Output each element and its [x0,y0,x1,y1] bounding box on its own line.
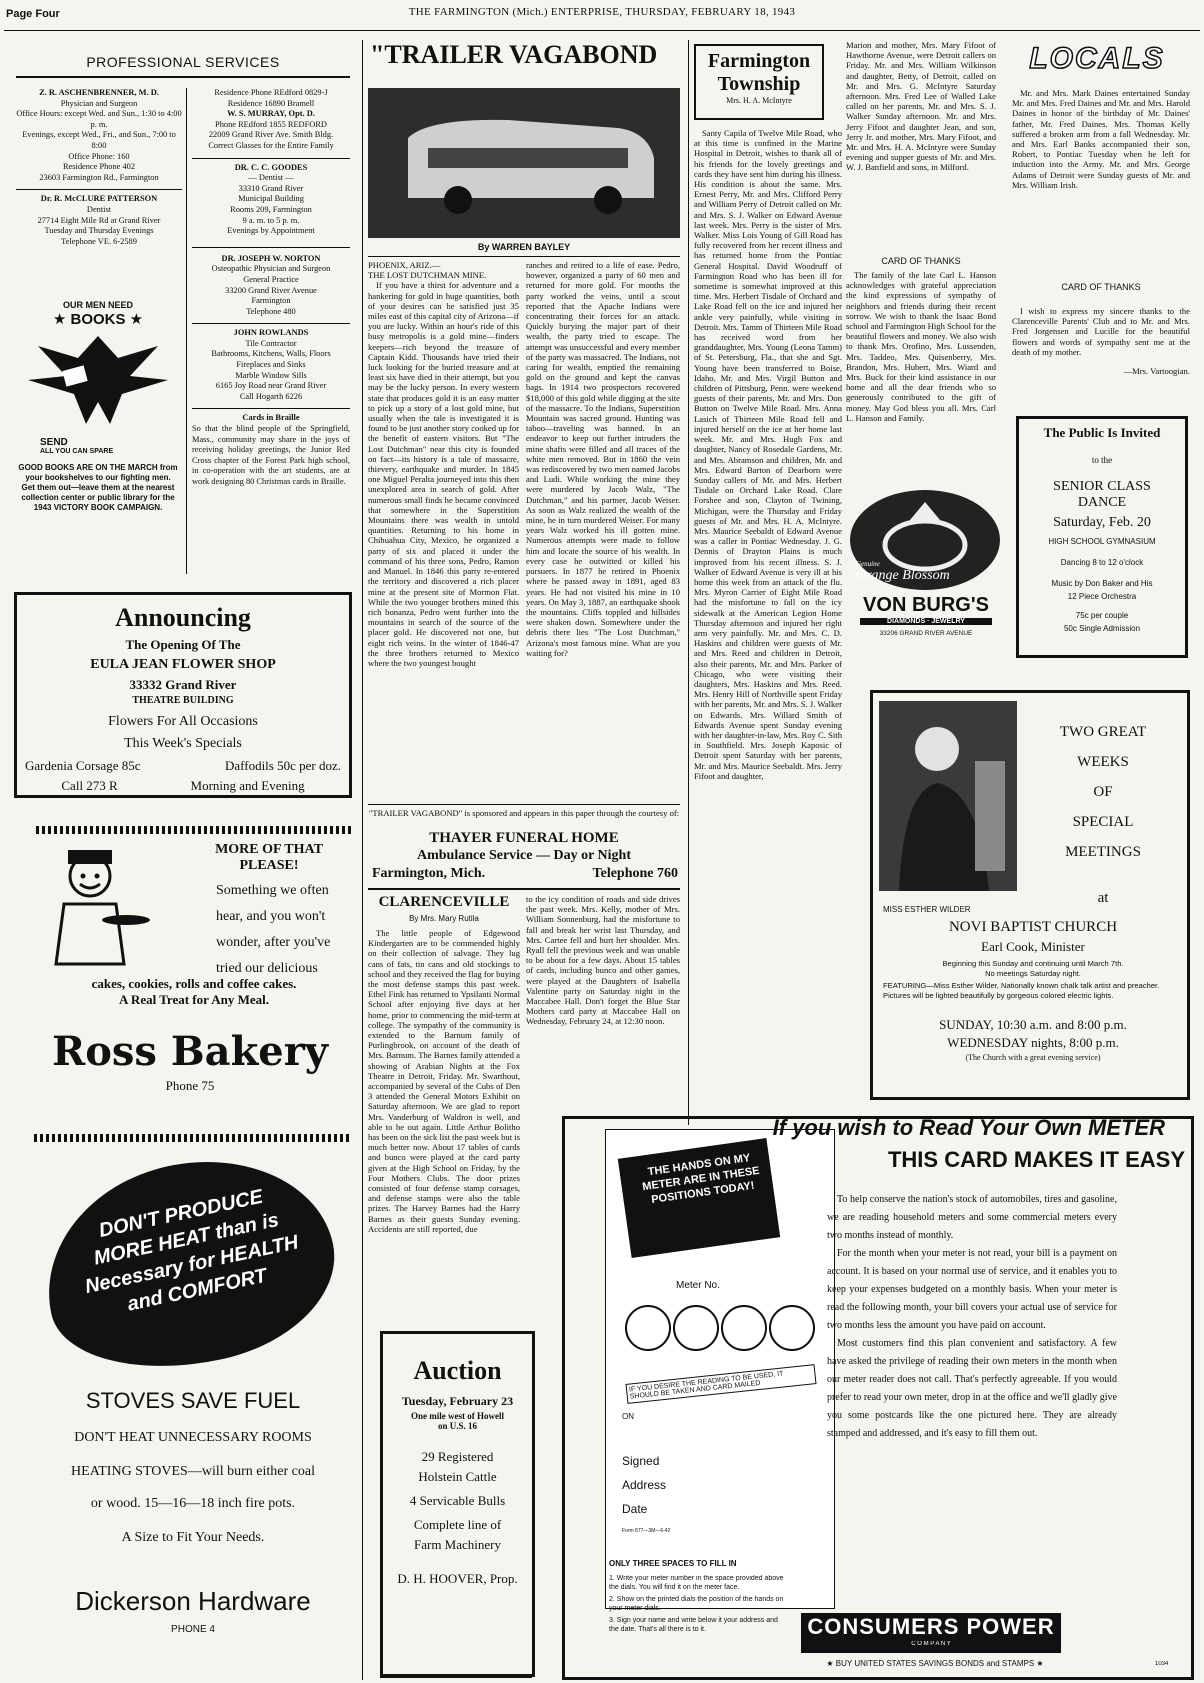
vonburgs-ad [846,490,1006,650]
hardware-name: Dickerson Hardware [75,1586,311,1616]
flower-special: Daffodils 50c per doz. [224,758,341,773]
trailer-subhead: THE LOST DUTCHMAN MINE. [368,270,487,281]
listing-line: 6165 Joy Road near Grand River [215,381,327,391]
meter-desire-note: IF YOU DESIRE THE READING TO BE USED, IT SHOULD BE TAKEN AND CARD MAILED [625,1364,816,1404]
listing-line: Dr. R. McCLURE PATTERSON [40,194,158,204]
funeral-home-contact [372,866,678,882]
dance-line: to the [1091,455,1113,465]
church-line: at [1097,890,1109,906]
listing-line: Marble Window Sills [235,370,307,380]
flower-shop-ad [14,592,352,798]
ad-code: 1034 [1155,1661,1169,1667]
dance-line: SENIOR CLASS [1053,479,1151,494]
listing-line: Residence Phone REdford 0829-J [214,88,328,97]
divider [16,189,182,190]
funeral-home-service: Ambulance Service — Day or Night [417,848,631,863]
trailer-dateline: PHOENIX, ARIZ.— [368,260,441,270]
township-byline: Mrs. H. A. McIntyre [726,96,792,105]
auction-date: Tuesday, February 23 [401,1394,514,1408]
church-line: SPECIAL [1072,814,1134,830]
trailer-photo [368,88,680,238]
listing-line: 23603 Farmington Rd., Farmington [39,172,159,182]
listing-line: Physician and Surgeon [60,98,138,108]
locals-column [1012,88,1190,264]
meter-instructions-title: ONLY THREE SPACES TO FILL IN [609,1559,737,1568]
meter-headline: If you wish to Read Your Own METER [772,1116,1165,1140]
church-line: WEEKS [1077,754,1129,770]
church-caption: MISS ESTHER WILDER [883,905,971,914]
listing-line: 9 a. m. to 5 p. m. [242,215,300,225]
books-send: SEND [40,437,68,448]
listing-line: JOHN ROWLANDS [233,328,309,338]
listing-line: Call Hogarth 6226 [239,391,303,401]
auction-item: 4 Servicable Bulls [409,1493,506,1508]
column-divider [688,40,689,1125]
auction-title: Auction [413,1356,502,1385]
vonburgs-script: Orange Blossom [856,568,950,583]
flower-line: 33332 Grand River [129,677,237,692]
dance-music: Music by Don Baker and His [1051,579,1153,588]
trailer-story: ranches and retired to a life of ease. Pedro, however, organized a party of 60 men and returned for more gold. For months the party worked the veins, until a scout reported that the Apache Indians were concentrating their forces for an attack. Quickly burying the major part of their wealth, the party tried to escape. The attempt was unsuccessful and every member of the party was massacred. The Indians, not caring for wealth, emptied the remaining gold on the ground and kept the canvas bags. In 1914 two prospectors recovered $18,000 of this gold while digging at the site of the massacre. To the Indians, Superstition Mountain was sacred ground. Hunting was taboo—traveling was banned. In an endeavor to keep out further intruders the mine shafts were filled and all traces of the white men removed. But in 1860 the vein was rediscovered by two men named Jacobs and Ludi. While working the mine they were murdered by Jacob Walz, "The Dutchman," and his partner, Jacob Weiser. As soon as Walz realized the wealth of the mine, he in turn murdered Weiser. For many years Walz worked his ill gotten mine. Numerous attempts were made to follow him and locate the source of his wealth. In every case he outwitted or killed his pursuers. In 1877 he retired in Phoenix where he passed away in 1891, aged 83 years. He had not visited his mine in 10 years. On May 3, 1887, an earthquake shook the mountains. Cliffs toppled and hillsides were shaken down. Somewhere under the debris there lies "The Lost Dutchman," Arizona's most famous mine. What are you waiting for? [526,260,680,658]
listing-line: Evenings, except Wed., Fri., and Sun., 7:00 to 8:00 [22,130,176,150]
divider [192,158,350,159]
hardware-line: or wood. 15—16—18 inch fire pots. [90,1496,296,1511]
church-feature: FEATURING—Miss Esther Wilder, Nationally known chalk talk artist and preacher. Pictures will be lighted beautifully by gorgeous colored electric lights. [883,981,1160,1000]
divider [192,408,350,409]
divider [192,323,350,324]
trailer-column-1 [368,260,519,798]
auction-box [380,1331,535,1677]
hardware-line: DON'T HEAT UNNECESSARY ROOMS [74,1430,312,1445]
hardware-line: A Size to Fit Your Needs. [121,1530,265,1545]
bakery-slogan: MORE OF THAT PLEASE! [215,842,323,873]
township-masthead [694,44,824,120]
consumers-power-company: C O M P A N Y [911,1641,951,1647]
church-minister: Earl Cook, Minister [981,939,1085,954]
eagle-icon [18,328,178,432]
dance-price: 75c per couple [1075,611,1129,620]
divider [368,804,680,805]
flower-title: Announcing [115,603,251,632]
card-of-thanks-hanson [846,270,996,482]
dance-line: The Public Is Invited [1043,425,1161,440]
listing-line: Phone REdford 1855 REDFORD [215,119,327,129]
flower-call [25,778,341,794]
baker-icon [40,846,150,966]
hardware-line: STOVES SAVE FUEL [85,1388,301,1413]
masthead: THE FARMINGTON (Mich.) ENTERPRISE, THURSDAY, FEBRUARY 18, 1943 [408,6,796,18]
dance-music: 12 Piece Orchestra [1067,592,1137,601]
church-schedule: No meetings Saturday night. [985,969,1081,978]
listing-line: Municipal Building [238,194,304,204]
church-name: NOVI BAPTIST CHURCH [948,919,1118,935]
listing-line: Cards in Braille [242,413,300,423]
divider [192,247,350,248]
meter-headline: THIS CARD MAKES IT EASY [887,1147,1185,1172]
meter-instructions [609,1575,789,1635]
listing-line: Telephone VE. 6-2589 [61,236,137,246]
listing-line: DR. JOSEPH W. NORTON [221,253,321,263]
auction-item: Holstein Cattle [418,1469,497,1484]
flower-line: Flowers For All Occasions [108,714,258,729]
clarenceville-byline: By Mrs. Mary Rutila [409,914,479,923]
dance-price: 50c Single Admission [1063,624,1141,633]
listing-line: Rooms 209, Farmington [230,204,312,214]
locals-masthead [1014,42,1180,86]
heat-banner-text: DON'T PRODUCE MORE HEAT than is Necessary for HEALTH and COMFORT [83,1185,301,1316]
listing-line: Dentist [86,204,112,214]
flower-call-number: Call 273 R [61,778,118,793]
dance-ad [1016,416,1188,658]
listing-line: 33310 Grand River [238,183,304,193]
professional-title: PROFESSIONAL SERVICES [16,54,350,78]
page-header [0,4,1204,30]
dance-line: DANCE [1077,495,1127,510]
dance-date: Saturday, Feb. 20 [1053,515,1151,530]
listing-line: DR. C. C. GOODES [234,162,308,172]
card-of-thanks-title: CARD OF THANKS [1061,282,1141,292]
vonburgs-sub: DIAMONDS · JEWELRY [860,618,992,625]
bakery-ad [36,826,352,1038]
bakery-items: cakes, cookies, rolls and coffee cakes. [91,976,297,991]
funeral-home-city: Farmington, Mich. [372,866,486,881]
meter-address-label: Address [622,1478,667,1492]
professional-right [192,88,350,488]
meter-dials-icon [620,1298,820,1358]
flower-specials [25,758,341,774]
funeral-home-name: THAYER FUNERAL HOME [429,830,619,846]
clarenceville-column-2 [526,894,680,1124]
books-title: ★ BOOKS ★ [52,311,144,328]
war-bonds-line: ★ BUY UNITED STATES SAVINGS BONDS and STAMPS ★ [826,1659,1044,1668]
listing-line: Tuesday and Thursday Evenings [44,226,154,236]
meter-card [605,1129,835,1609]
books-ad [18,300,178,568]
flower-line: THEATRE BUILDING [132,695,234,706]
meter-form-code: Form 877—3M—6-42 [622,1528,671,1534]
books-headline: OUR MEN NEED [62,300,133,310]
locals-story: Mr. and Mrs. Mark Daines entertained Sunday Mr. and Mrs. Fred Daines and Mr. and Mrs. Harold Daines in honor of the birthday of Mr. Daines' father, Mr. Fred Daines. Mrs. Thomas Kelly suffered a broken arm from a fall Wednesday. Mr. and Mrs. Earl Banks accompanied their son, Robert, to Pontiac Tuesday when he left for induction into the Army. Mr. and Mrs. George Adams of Detroit were Sunday guests of Mr. and Mrs. William Irish. [1012,88,1190,190]
trailer-sponsor: "TRAILER VAGABOND" is sponsored and appears in this paper through the courtesy of: [368,808,680,818]
listing-line: 22009 Grand River Ave. Smith Bldg. [208,130,334,140]
meter-step: 2. Show on the printed dials the position of the hands on your meter dials. [609,1596,784,1612]
meter-paragraph: For the month when your meter is not read, your bill is a payment on account. It is based on your normal use of service, and it enables you to keep your expenses budgeted on a monthly basis. When your meter is read the following month, your bill covers your actual use of service for two months less the amount you have paid on account. [827,1248,1117,1331]
trailer-title: "TRAILER VAGABOND [370,40,658,69]
township-column-2 [846,40,996,250]
township-story: Marion and mother, Mrs. Mary Fifoot of Hawthorne Avenue, were Detroit callers on Friday. Mr. and Mrs. William Wilkinson and daughter, Betty, of Detroit, called on Mr. and Mrs. G. McIntyre Saturday afternoon. Mrs. Fred Lee of Walled Lake called on her parents, Mr. and Mrs. S. J. Walker Sunday afternoon. Mr. and Mrs. Jerry Fifoot and daughter Jean, and son, Jerry Jr. and mother, Mrs. Mary Fifoot, and Mr. and Mrs. H. A. McIntyre were Sunday evening and supper guests of Mr. and Mrs. W. J. Banfield and sons, in Milford. [846,40,996,173]
dance-venue: HIGH SCHOOL GYMNASIUM [1048,537,1156,546]
meter-ad [562,1116,1194,1680]
card-of-thanks-signature: —Mrs. Vartoogian. [1123,366,1190,376]
listing-line: General Practice [243,274,299,284]
locals-title: LOCALS [1029,42,1165,75]
flower-line: The Opening Of The [125,637,241,652]
spacer [378,1216,379,1217]
professional-left [16,88,182,247]
listing-line: Evenings by Appointment [227,226,315,236]
church-note: (The Church with a great evening service) [965,1053,1101,1062]
bakery-treat: A Real Treat for Any Meal. [119,992,269,1007]
books-body: GOOD BOOKS ARE ON THE MARCH from your bookshelves to our fighting men. Get them out—leave them at the nearest collection center or public library for the 1943 VICTORY BOOK CAMPAIGN. [18,463,178,512]
flower-special: Gardenia Corsage 85c [25,758,141,773]
listing-line: 27714 Eight Mile Rd at Grand River [37,215,161,225]
church-schedule: Beginning this Sunday and continuing until March 7th. [942,959,1124,968]
esther-wilder-photo [879,701,1017,891]
auction-location: One mile west of Howell [411,1411,504,1421]
flower-shop-name: EULA JEAN FLOWER SHOP [90,657,276,672]
page-number: Page Four [6,8,60,20]
listing-line: — Dentist — [248,173,294,183]
flower-hours: Morning and Evening [190,778,305,793]
meter-on-label: ON [622,1412,634,1421]
listing-line: Z. R. ASCHENBRENNER, M. D. [39,88,159,97]
trailer-byline: By WARREN BAYLEY [477,242,571,252]
divider [368,256,680,257]
zigzag-border [36,826,352,834]
church-wednesday: WEDNESDAY nights, 8:00 p.m. [947,1035,1119,1050]
card-of-thanks-body: I wish to express my sincere thanks to the Clarenceville Parents' Club and to Mr. and Mrs. Fred Jorgensen and Lucille for the beautiful flowers and words of sympathy sent me at the death of my mother. [1012,306,1190,357]
listing-line: W. S. MURRAY, Opt. D. [227,109,315,119]
auction-item: Farm Machinery [413,1537,501,1552]
listing-line: Bathrooms, Kitchens, Walls, Floors [211,349,331,359]
card-of-thanks-vartoogian [1012,306,1190,366]
listing-line: Office Phone: 160 [68,151,130,161]
listing-line: Office Hours: except Wed. and Sun., 1:30 to 4:00 p. m. [16,109,182,129]
vonburgs-address: 33206 GRAND RIVER AVENUE [879,630,973,637]
trailer-bus-icon [368,88,680,238]
church-line: OF [1093,784,1113,800]
meter-paragraph: Most customers find this plan convenient and satisfactory. A few have asked the privilege of reading their own meters in the month when our meter reader does not call. That's perfectly agreeable. If you would prefer to read your own meter, drop in at the office and we'll gladly give you some postcards like the one pictured here. They are already stamped and addressed, and it's easy to fill them out. [827,1338,1117,1439]
hardware-phone: PHONE 4 [171,1624,215,1635]
listing-line: Telephone 480 [246,306,296,316]
dance-hours: Dancing 8 to 12 o'clock [1060,558,1144,567]
bakery-phone: Phone 75 [165,1078,215,1093]
listing-line: 33200 Grand River Avenue [225,285,317,295]
clarenceville-title: CLARENCEVILLE [378,894,510,910]
funeral-home-phone: Telephone 760 [592,866,678,881]
meter-card-title: THE HANDS ON MY METER ARE IN THESE POSITIONS TODAY! [641,1152,761,1207]
hardware-line: HEATING STOVES—will burn either coal [71,1464,315,1479]
divider [368,888,680,890]
auction-item: Complete line of [413,1517,502,1532]
spacer [378,1220,379,1221]
church-ad [870,690,1190,1100]
meter-body [827,1191,1117,1443]
listing-line: Residence Phone 402 [62,162,136,172]
meter-date-label: Date [622,1502,648,1516]
hardware-ad [34,1134,352,1676]
auction-location: on U.S. 16 [437,1421,477,1431]
trailer-column-2 [526,260,680,798]
braille-story: So that the blind people of the Springfield, Mass., community may share in the joys of receiving holiday greetings, the Junior Red Cross chapter of the Forest Park high school, in co-operation with the art students, are at work designing 80 Christmas cards in Braille. [192,424,350,486]
meter-paragraph: To help conserve the nation's stock of automobiles, tires and gasoline, we are reading household meters and some commercial meters every two months instead of monthly. [827,1194,1117,1241]
clarenceville-story: to the icy condition of roads and side drives the past week. Mrs. Kelly, mother of Mrs. William Sonnenburg, had the misfortune to fall and break her wrist last Thursday, and Mrs. Cartee fell and hurt her shoulder. Mrs. Ryall fell the previous week and was unable to be about for a few days. About 15 tables of cards, including bunco and other games, were played at the Daughters of Isabella Valentine party on Saturday night in the Maccabee Hall. Don't forget the Blue Star Mothers card party at Maccabee Hall on Wednesday, February 24, at 12:30 noon. [526,894,680,1027]
vonburgs-genuine: Genuine [856,560,880,568]
listing-line: Farmington [251,296,291,306]
portrait-icon [879,701,1017,891]
meter-number-label: Meter No. [676,1280,720,1291]
church-line: MEETINGS [1065,844,1141,860]
auction-item: 29 Registered [421,1449,494,1464]
church-sunday: SUNDAY, 10:30 a.m. and 8:00 p.m. [939,1017,1127,1032]
township-column-1 [694,128,842,1126]
meter-step: 3. Sign your name and write below it your address and the date. That's all there is to it. [609,1617,778,1633]
meter-signed-label: Signed [622,1454,660,1468]
listing-line: Osteopathic Physician and Surgeon [211,264,331,274]
flower-line: This Week's Specials [124,736,242,751]
card-of-thanks-title: CARD OF THANKS [881,256,961,266]
column-divider [362,40,363,1680]
bakery-text: Something we often hear, and you won't wonder, after you've tried our delicious [216,883,331,976]
consumers-power-logo: CONSUMERS POWER [801,1613,1061,1653]
township-title: Farmington [707,50,811,72]
listing-line: Residence 16890 Bramell [227,98,315,108]
vonburgs-name: VON BURG'S [863,594,989,616]
listing-line: Correct Glasses for the Entire Family [208,140,334,150]
card-of-thanks-body: The family of the late Carl L. Hanson acknowledges with grateful appreciation the kind expressions of sympathy of neighbors and friends during their recent sorrow. We wish to thank the Isaac Bond school and Farmington High School for the beautiful flowers and money. We also wish to thank Mrs. Orofino, Mrs. Lussenden, Mrs. Taddeo, Mrs. Quisenberry, Mrs. Brandon, Mrs. Hubert, Mrs. Wiard and Mrs. Buck for their kind assistance in our home and all the dear friends who so generously contributed to the gift of money. May God bless you all. Mrs. Carl L. Hanson and Family. [846,270,996,423]
township-story: Santy Capila of Twelve Mile Road, who at this time is confined in the Marine Hospital in Detroit, wishes to thank all of his friends for the lovely greetings and cards they have sent him during his illness. His condition is about the same. Mrs. Ernest Perry, Mr. and Mrs. Clifford Perry and William Perry of Detroit called on Mr. and Mrs. S. J. Walker on Edward Avenue last week. Mrs. Perry is the sister of Mrs. Walker. Miss Lois Young of Gill Road has fully recovered from her recent illness and has returned home from the Pontiac General Hospital. David Woodruff of Farmington Road who has been ill for sometime is somewhat improved at this time. Mrs. Herbert Tisdale of Orchard and Lake Road fell on the ice and injured her ankle very painfully, while visiting in Detroit. Mrs. Tamm of Thirteen Mile Road has received word from her granddaughter, Mrs. Young (Leona Tamm) of St. Petersburg, Fla., that she and Sgt. Young have been transferred to Boise, Idaho. Mr. and Mrs. Virgil Button and children of Pittsburg, Penn. were weekend guests of their parents, Mr. and Mrs. Don Button on Twelve Mile Road. Mrs. Anna Lasich of Thirteen Mile Road fell and injured herself on the ice at her home last week. Mr. and Mrs. Hugh Fox and daughter, Nancy of Rosedale Gardens, Mr. and Mrs. Abramson and children, Mr. and Mrs. Edward Barton of Dearborn were Sunday callers of Mr. and Mrs. Herbert Tisdale on Orchard Lake Road. Clare Forshee and son, Clayton of Twining, Michigan, were the Thursday and Friday guests of Mr. and Mrs. H. A. McIntyre. Mrs. Maurice Seebaldt of Edward Avenue was a caller in Pontiac Wednesday. J. G. Dennis of Drayton Plains is much improved from his recent illness. S. J. Walker of Edward Avenue is very ill at his home this week from an attack of the flu. Mrs. Myron Carrier of Eight Mile Road had the misfortune to fall on the icy sidewalk at the American Legion Home Thursday afternoon and injured her right arm very painfully. Mr. and Mrs. C. D. Haskins and children were guests of Mr. and Mrs. Reed and children in Detroit, also their parents, Mr. and Mrs. Parker of Chicago, who were visiting their daughters, Mrs. Haskins and Mrs. Reed. Mrs. Henry Hill of Northville spent Friday with her parents, Mr. and Mrs. S. J. Walker on Edwards. Mrs. Willard Smith of Edwards Avenue spent Sunday evening with her daughter-in-law, Mrs. Roy C. Sith in Southfield. Mrs. Joseph Kaposic of Detroit spent Saturday with her parents, Mr. and Mrs. Maurice Seebaldt. Mrs. Jerry Fifoot and daughter, [694,128,842,781]
listing-line: Fireplaces and Sinks [236,360,306,370]
header-rule [4,30,1200,31]
clarenceville-story: The little people of Edgewood Kindergarten are to be commended highly on their collection of salvage. They lug cans of fats, tin cans and old stockings to school and they received the flag for buying the most defense stamps this past week. Ethel Fink has returned to Ypsilanti Normal School after enjoying five days at her home, prior to commencing the mid-term at college. The sympathy of the community is extended to the Barnum family of Purlingbrook, on account of the death of Mrs. Barnum. The Barnes family attended a showing of Arabian Nights at the Fox Theatre in Detroit, Friday. Mr. Swarthout, accompanied by several of the Cubs of Den 3 attended the General Motors Exhibit on Saturday afternoon. We are glad to report Mrs. Vanderburg of Waldron is well, and able to be out again. Little Arthur Bolitho has been on the sick list the past week but is much better now. About 17 tables of cards and bunco were played at the card party given at the High School on Friday, by the Four Mothers Clubs. The door prizes consisted of four defense stamp corsages, and defense stamps were also the table prizes. The Harvey Barnes had the Harry Barnes as their guests Sunday evening. Accidents are still reported, due [368,928,520,1234]
church-line: TWO GREAT [1059,724,1147,740]
column-divider [186,88,187,574]
listing-line: Tile Contractor [245,338,297,348]
zigzag-border [34,1134,352,1142]
church-meetings [1023,717,1183,913]
meter-step: 1. Write your meter number in the space provided above the dials. You will find it on the meter face. [609,1575,784,1591]
trailer-story: If you have a thirst for adventure and a hankering for gold in huge quantities, both of your desires can be satisfied just 35 miles east of this capital city of Arizona—if you are lucky. Within an hour's ride of this busy metropolis is a gold mine—finders keepers—rich beyond the treasure of Captain Kidd. Thousands have tried their luck looking for the buried treasure and at least six have died in their attempt, but you may be the lucky person. In every western state that produces gold it is an easy matter to pick up a story of a lost gold mine, but usually when the tale is investigated it is found to be just another story cooked up for the benefit of eastern visitors. But "The Lost Dutchman" near this city is founded on fact—its history is a tale of massacre, thievery, earthquake and murder. In 1845 one Miguel Peralta journeyed into this then unexplored area in search of gold. After numerous small finds he became convinced that somewhere in the Superstition Mountains there was wealth in untold quantities. Returning to his home in Chihuahua City, Mexico, he organized a party of six and placed it under the command of his three sons, Pedro, Ramon and Manuel. In 1846 this party re-entered the territory and discovered a rich placer mine at the present site of Mormon Flat. While the two younger brothers mined this rich bonanza, Pedro went further into the mountains in search of the source of the placer gold. He discovered not one, but eight rich veins. In the winter of 1846-47 the three brothers returned to Mexico where the two youngest bought [368,280,519,668]
auction-proprietor: D. H. HOOVER, Prop. [397,1571,518,1586]
bakery-name: Ross Bakery [51,1028,329,1075]
books-spare: ALL YOU CAN SPARE [40,448,114,455]
spacer [378,1544,379,1545]
township-title: Township [717,73,801,95]
